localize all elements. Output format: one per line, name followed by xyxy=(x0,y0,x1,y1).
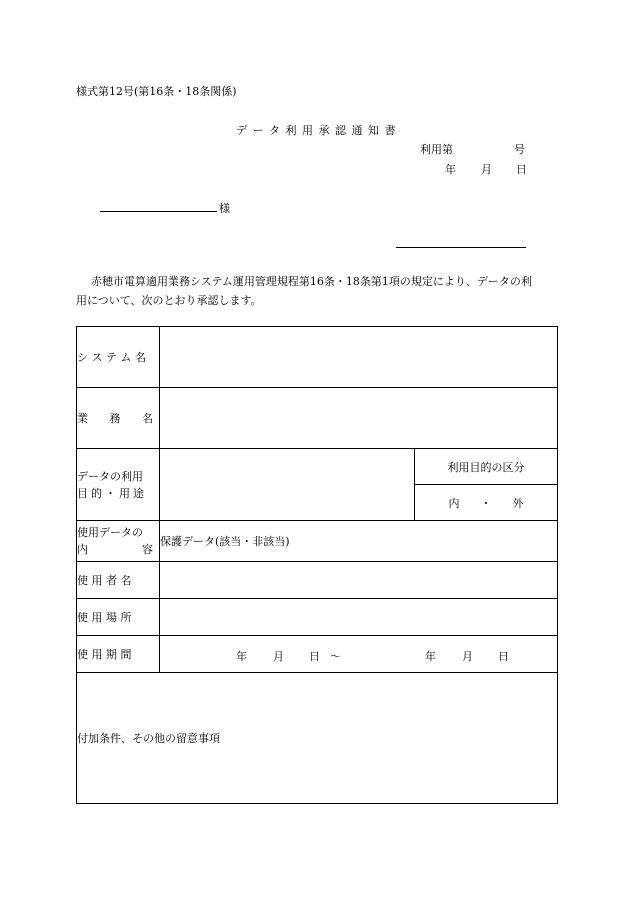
addressee-line xyxy=(100,211,217,212)
data-content-label-line-1: 使用データの xyxy=(77,526,143,539)
date-day: 日 xyxy=(516,163,527,176)
data-content-label-char-b: 容 xyxy=(142,543,153,556)
row-gyomu-name xyxy=(77,388,558,449)
place-value xyxy=(160,599,558,636)
user-name-value xyxy=(160,562,558,599)
system-name-label: シ ス テ ム 名 xyxy=(77,327,160,388)
period-label: 使 用 期 間 xyxy=(77,636,160,673)
purpose-label xyxy=(77,449,160,521)
form-number: 様式第12号(第16条・18条関係) xyxy=(76,85,237,98)
gyomu-char-3: 名 xyxy=(142,412,153,425)
period-start-day: 日 xyxy=(309,650,320,663)
data-content-label-char-a: 内 xyxy=(77,543,88,556)
purpose-value xyxy=(160,449,415,521)
row-place xyxy=(77,599,558,636)
purpose-label-line-2: 目的・用途 xyxy=(77,486,147,500)
user-name-label: 使 用 者 名 xyxy=(77,562,160,599)
document-title: デ ー タ 利 用 承 認 通 知 書 xyxy=(236,124,397,137)
period-end-month: 月 xyxy=(462,650,473,663)
row-notes xyxy=(77,673,558,804)
purpose-class-in: 内 xyxy=(448,496,460,510)
reference-prefix: 利用第 xyxy=(420,143,453,156)
period-tilde: ～ xyxy=(330,650,341,663)
data-content-label xyxy=(77,521,160,562)
gyomu-char-2: 務 xyxy=(109,412,121,425)
body-text-line-1: 赤穂市電算適用業務システム運用管理規程第16条・18条第1項の規定により、データの利 xyxy=(91,275,532,288)
purpose-label-line-1: データの利用 xyxy=(77,469,143,483)
period-end-year: 年 xyxy=(425,650,436,663)
notes-field: 付加条件、その他の留意事項 xyxy=(77,673,558,804)
period-end-day: 日 xyxy=(498,650,509,663)
date-year: 年 xyxy=(445,163,456,176)
row-purpose-a xyxy=(77,449,558,485)
row-period xyxy=(77,636,558,673)
addressee-suffix: 様 xyxy=(219,202,230,215)
approval-form-table xyxy=(76,326,558,804)
row-data-content xyxy=(77,521,558,562)
reference-suffix: 号 xyxy=(514,143,525,156)
row-user-name xyxy=(77,562,558,599)
period-start-year: 年 xyxy=(236,650,247,663)
period-value xyxy=(160,636,558,673)
place-label: 使 用 場 所 xyxy=(77,599,160,636)
purpose-class-value xyxy=(415,485,558,521)
date-month: 月 xyxy=(481,163,492,176)
gyomu-name-label xyxy=(77,388,160,449)
gyomu-char-1: 業 xyxy=(77,412,88,425)
purpose-class-label: 利用目的の区分 xyxy=(415,449,558,485)
gyomu-name-value xyxy=(160,388,558,449)
issuer-line xyxy=(396,247,526,248)
purpose-class-out: 外 xyxy=(512,496,524,510)
system-name-value xyxy=(160,327,558,388)
body-text-line-2: 用について、次のとおり承認します。 xyxy=(76,294,262,307)
data-content-value: 保護データ(該当・非該当) xyxy=(160,521,558,562)
period-start-month: 月 xyxy=(273,650,284,663)
purpose-class-dot: ・ xyxy=(480,496,492,510)
row-system-name xyxy=(77,327,558,388)
